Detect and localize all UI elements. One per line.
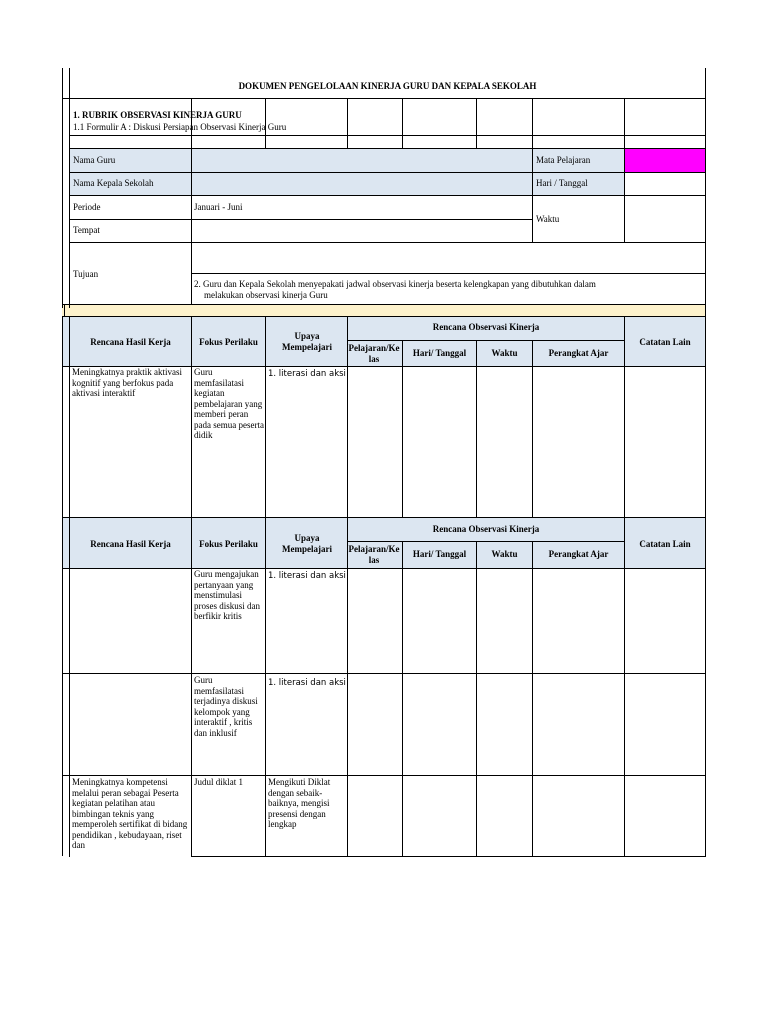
header-rencana-hasil-kerja: Rencana Hasil Kerja <box>90 539 171 549</box>
col-line-table <box>265 317 266 857</box>
row-upaya-mempelajari: 1. literasi dan aksi <box>268 571 346 581</box>
row-line <box>347 340 624 341</box>
header-hari-tanggal: Hari/ Tanggal <box>412 549 467 559</box>
row-line <box>62 775 706 776</box>
separator-band <box>62 305 705 316</box>
row-line <box>62 304 706 305</box>
periode-value[interactable]: Januari - Juni <box>194 202 243 212</box>
nama-guru-label: Nama Guru <box>73 155 116 165</box>
row-line <box>69 195 706 196</box>
tujuan-line-1: 2. Guru dan Kepala Sekolah menyepakati jadwal observasi kinerja beserta kelengkapan yang dibutuhkan dalam <box>194 279 596 289</box>
col-line-table <box>624 317 625 857</box>
row-line <box>347 541 624 542</box>
header-hari-tanggal: Hari/ Tanggal <box>412 348 467 358</box>
header-catatan-lain: Catatan Lain <box>639 539 691 549</box>
hari-tanggal-label: Hari / Tanggal <box>536 178 588 188</box>
header-perangkat-ajar: Perangkat Ajar <box>548 549 609 559</box>
col-line <box>476 98 477 148</box>
row-fokus-perilaku: Guru memfasilatasi kegiatan pembelajaran yang memberi peran pada semua peserta didik <box>194 367 264 440</box>
row-upaya-mempelajari: 1. literasi dan aksi <box>268 369 346 379</box>
header-fokus-perilaku: Fokus Perilaku <box>199 337 258 347</box>
header-rencana-hasil-kerja: Rencana Hasil Kerja <box>90 337 171 347</box>
row-rencana-hasil-kerja: Meningkatnya praktik aktivasi kognitif yang berfokus pada aktivasi interaktif <box>72 367 185 398</box>
row-line <box>69 135 706 136</box>
header-perangkat-ajar: Perangkat Ajar <box>548 348 609 358</box>
col-line <box>402 98 403 148</box>
col-line-table <box>532 541 533 857</box>
nama-kepala-sekolah-field[interactable] <box>192 173 531 194</box>
periode-label: Periode <box>73 202 101 212</box>
col-line-table <box>347 317 348 857</box>
col-line-table <box>476 541 477 857</box>
row-fokus-perilaku: Guru mengajukan pertanyaan yang menstimulasi proses diskusi dan berfikir kritis <box>194 569 263 621</box>
section-title: 1. RUBRIK OBSERVASI KINERJA GURU <box>73 110 242 120</box>
section-subtitle: 1.1 Formulir A : Diskusi Persiapan Observasi Kinerja Guru <box>73 122 287 132</box>
document-title: DOKUMEN PENGELOLAAN KINERJA GURU DAN KEPALA SEKOLAH <box>238 81 537 91</box>
col-line <box>347 98 348 148</box>
nama-kepala-sekolah-label: Nama Kepala Sekolah <box>73 178 154 188</box>
header-upaya-mempelajari: Upaya Mempelajari <box>282 533 332 554</box>
row-line <box>191 856 706 857</box>
border-right <box>705 68 706 857</box>
header-waktu: Waktu <box>491 348 518 358</box>
nama-guru-field[interactable] <box>192 149 531 171</box>
tujuan-line-2: melakukan observasi kinerja Guru <box>204 290 328 300</box>
row-line <box>69 242 706 243</box>
row-line <box>62 517 706 518</box>
inner-left-border <box>69 68 70 308</box>
border-left-top <box>62 68 63 308</box>
row-upaya-mempelajari: Mengikuti Diklat dengan sebaik-baiknya, mengisi presensi dengan lengkap <box>268 777 333 829</box>
row-rencana-hasil-kerja: Meningkatnya kompetensi melalui peran sebagai Peserta kegiatan pelatihan atau bimbingan teknis yang memperoleh sertifikat di bidang pendidikan , kebudayaan, riset dan <box>72 777 190 850</box>
tempat-field[interactable] <box>192 220 531 241</box>
row-fokus-perilaku: Guru memfasilatasi terjadinya diskusi kelompok yang interaktif , kritis dan inklusif <box>194 675 260 738</box>
row-fokus-perilaku: Judul diklat 1 <box>194 777 243 787</box>
row-line <box>62 316 706 317</box>
tujuan-label: Tujuan <box>73 269 99 279</box>
row-line <box>191 273 706 274</box>
header-pelajaran-kelas: Pelajaran/Kelas <box>348 343 400 364</box>
header-rencana-observasi: Rencana Observasi Kinerja <box>432 524 540 534</box>
tempat-label: Tempat <box>73 225 100 235</box>
border-left-mid <box>62 317 63 517</box>
row-line <box>62 98 706 99</box>
col-line <box>532 98 533 242</box>
col-line-table <box>191 317 192 857</box>
row-line <box>62 568 706 569</box>
header-catatan-lain: Catatan Lain <box>639 337 691 347</box>
header-rencana-observasi: Rencana Observasi Kinerja <box>432 322 540 332</box>
waktu-field[interactable] <box>625 196 704 241</box>
row-upaya-mempelajari: 1. literasi dan aksi <box>268 678 346 688</box>
highlight-cell[interactable] <box>624 148 705 172</box>
row-line <box>62 673 706 674</box>
header-fokus-perilaku: Fokus Perilaku <box>199 539 258 549</box>
header-upaya-mempelajari: Upaya Mempelajari <box>282 331 332 352</box>
mata-pelajaran-label: Mata Pelajaran <box>536 155 591 165</box>
header-waktu: Waktu <box>491 549 518 559</box>
col-line-table <box>402 541 403 857</box>
header-pelajaran-kelas: Pelajaran/Kelas <box>348 544 400 565</box>
waktu-label: Waktu <box>536 214 560 224</box>
hari-tanggal-field[interactable] <box>625 173 704 194</box>
